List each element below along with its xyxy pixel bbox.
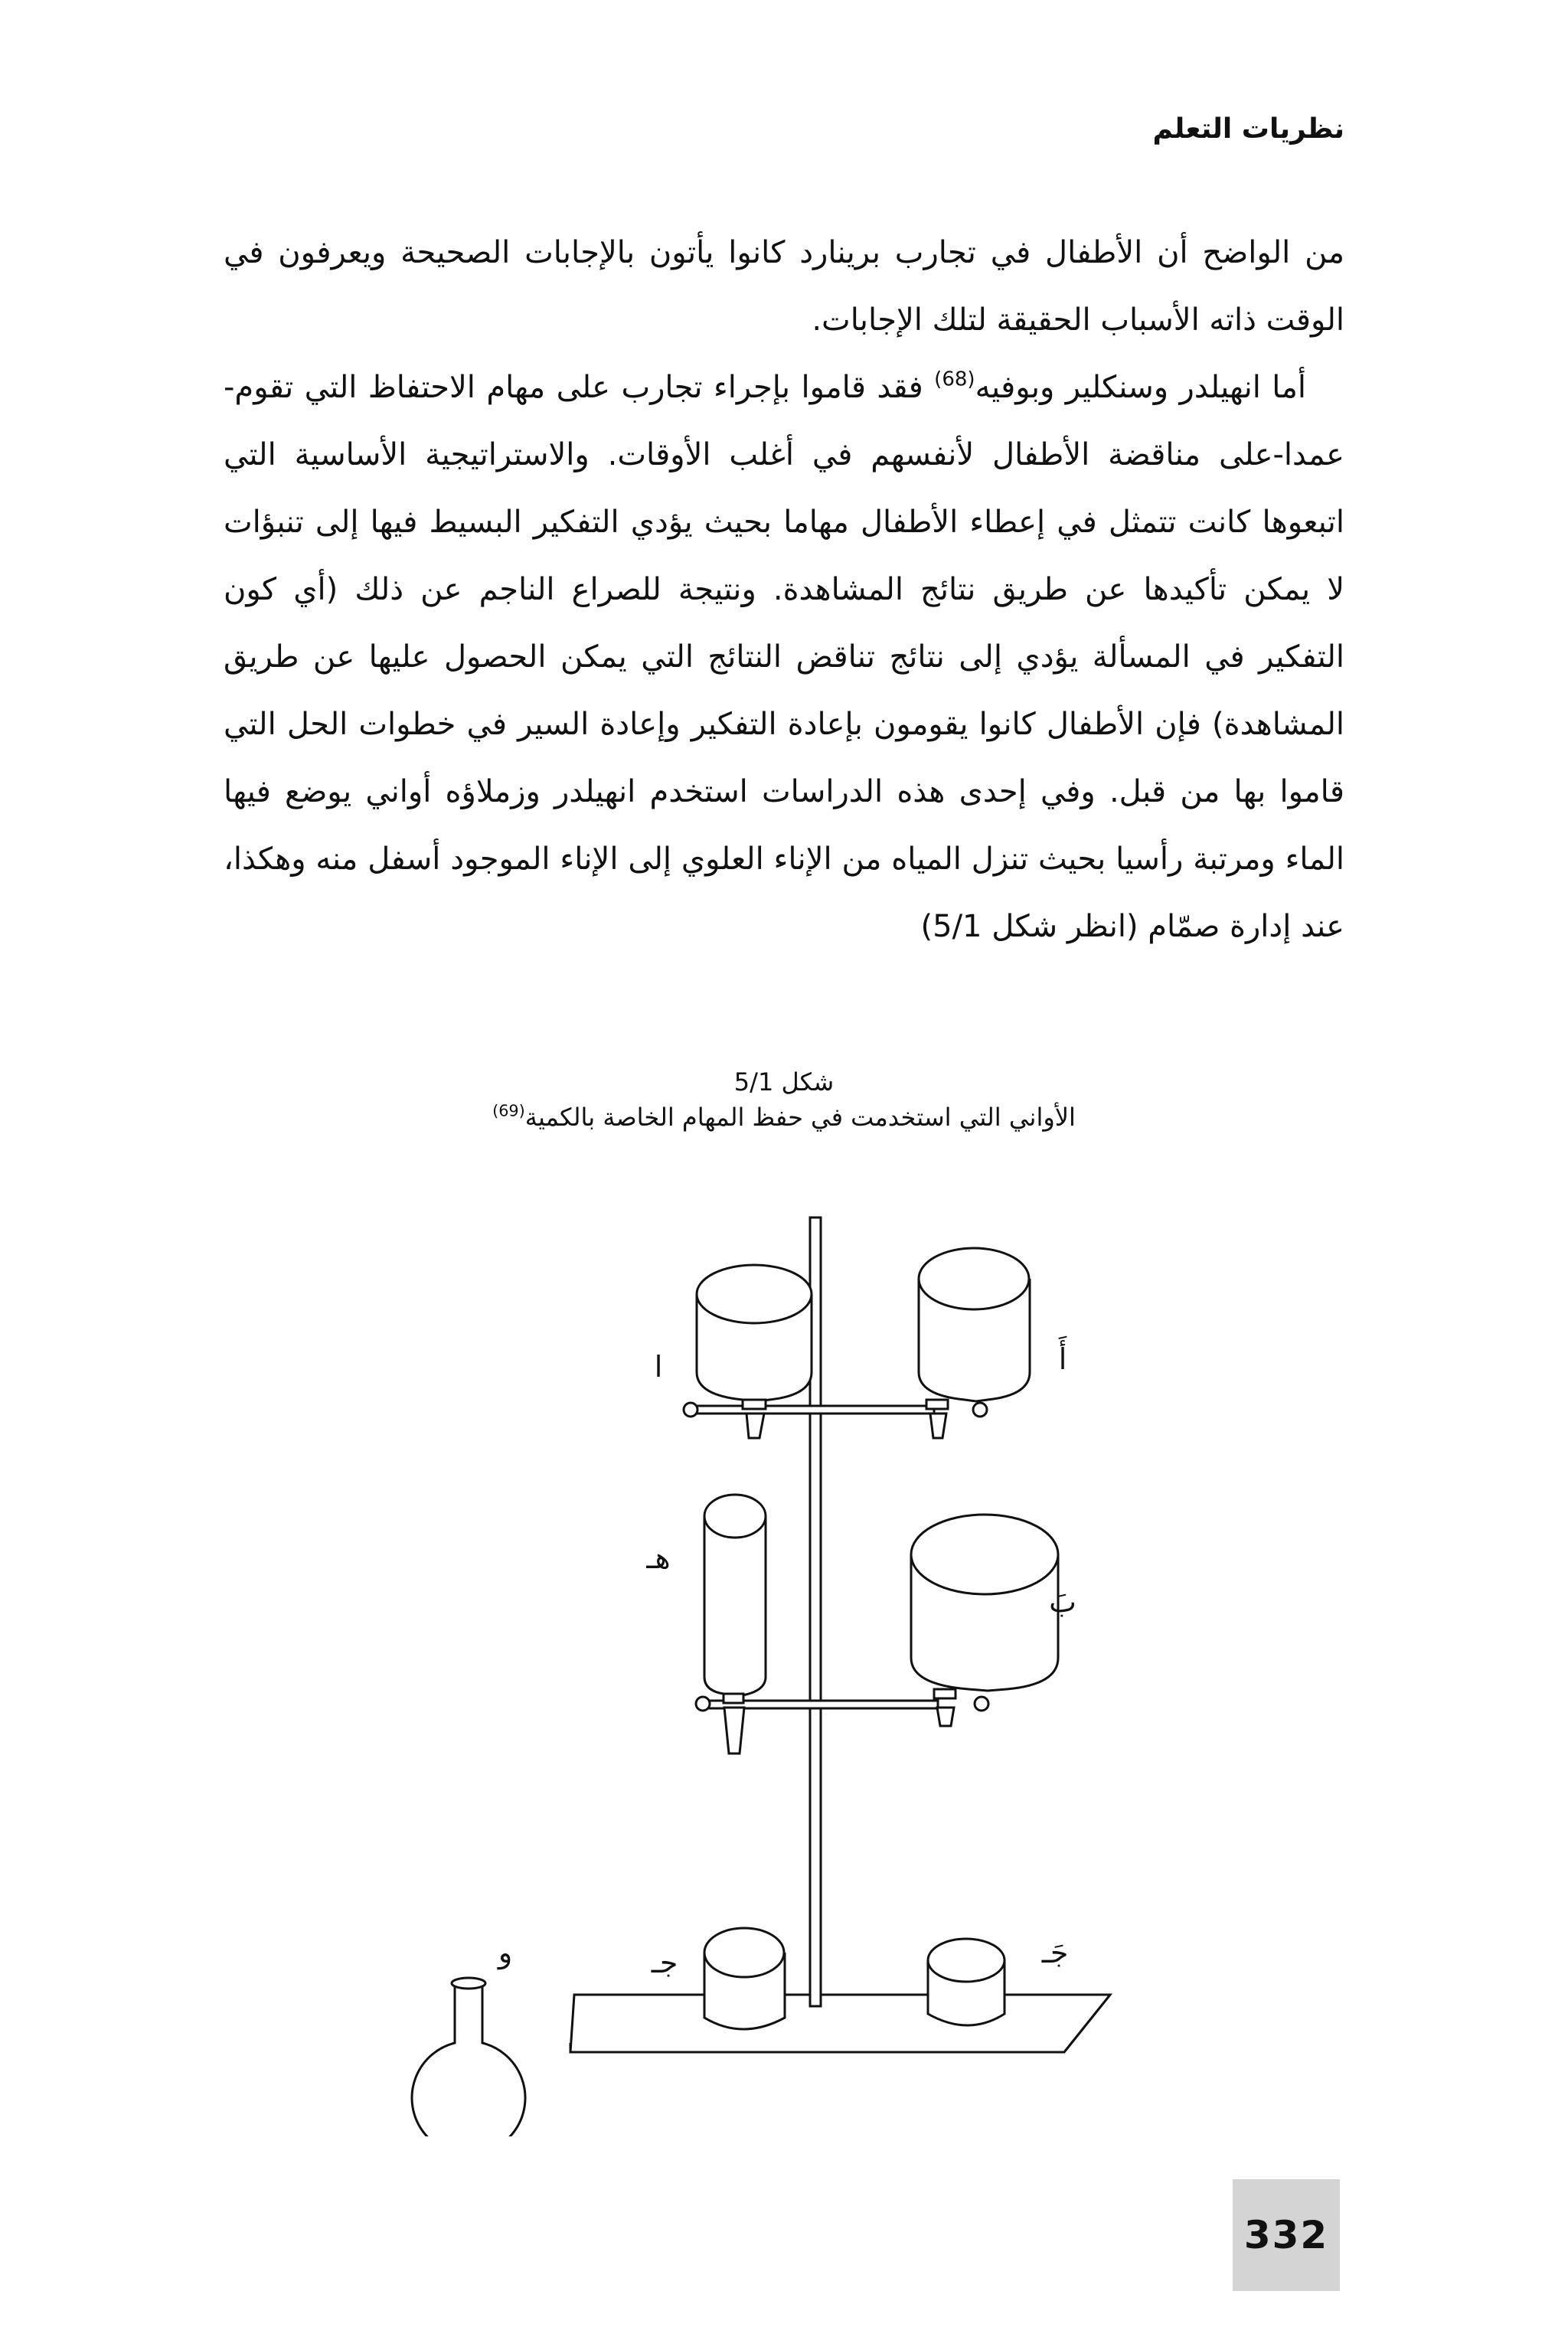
figure-title-line	[0, 1100, 1568, 1135]
figure-title: الأواني التي استخدمت في حفظ المهام الخاصة بالكمية	[524, 1103, 1076, 1132]
label-flask: و	[498, 1936, 513, 1969]
label-top-right: أَ	[1058, 1342, 1067, 1376]
paragraph-2-rest: فقد قاموا بإجراء تجارب على مهام الاحتفاظ التي تقوم-عمدا-على مناقضة الأطفال لأنفسهم في أغلب الأوقات. والاستراتيجية الأساسية التي اتبعوها كانت تتمثل في إعطاء الأطفال مهاما بحيث يؤدي التفكير البسيط فيها إلى تنبؤات لا يمكن تأكيدها عن طريق نتائج المشاهدة. ونتيجة للصراع الناجم عن ذلك (أي كون التفكير في المسألة يؤدي إلى نتائج تناقض النتائج التي يمكن الحصول عليها عن طريق المشاهدة) فإن الأطفال كانوا يقومون بإعادة التفكير وإعادة السير في خطوات الحل التي قاموا بها من قبل. وفي إحدى هذه الدراسات استخدم انهيلدر وزملاؤه أواني يوضع فيها الماء ومرتبة رأسيا بحيث تنزل المياه من الإناء العلوي إلى الإناء الموجود أسفل منه وهكذا، عند إدارة صمّام (انظر شكل 5/1)	[224, 370, 1344, 944]
apparatus-drawing	[383, 1195, 1148, 2136]
running-title: نظريات التعلم	[1152, 113, 1344, 145]
apparatus-figure	[383, 1195, 1148, 2136]
round-flask	[412, 1978, 525, 2136]
label-bottom-right: جَـ	[1041, 1936, 1069, 1969]
container-middle-right	[911, 1515, 1058, 1726]
paragraph-1: من الواضح أن الأطفال في تجارب برينارد كانوا يأتون بالإجابات الصحيحة ويعرفون في الوقت ذاته الأسباب الحقيقة لتلك الإجابات.	[224, 235, 1344, 338]
beaker-bottom-left	[704, 1928, 785, 2029]
top-left-valve	[684, 1403, 697, 1417]
paragraph-2	[224, 354, 1344, 960]
label-middle-right: بَ	[1049, 1585, 1076, 1619]
top-bar	[693, 1406, 934, 1414]
middle-right-valve	[975, 1697, 988, 1711]
container-middle-left	[704, 1495, 766, 1754]
figure-number: شكل 5/1	[733, 1067, 835, 1097]
stand-base	[570, 1995, 1110, 2052]
figure-caption	[0, 1064, 1568, 1135]
label-bottom-left: جـ	[651, 1946, 678, 1979]
label-middle-left: هـ	[646, 1541, 671, 1575]
middle-left-valve	[696, 1697, 710, 1711]
paragraph-2-start: أما انهيلدر وسنكلير وبوفيه	[975, 370, 1306, 405]
page-number: 332	[1233, 2179, 1340, 2291]
label-top-left: ا	[654, 1350, 663, 1384]
beaker-bottom-right	[928, 1939, 1004, 2025]
reference-69: (69)	[492, 1101, 525, 1120]
reference-68: (68)	[934, 368, 975, 391]
top-right-valve	[973, 1403, 987, 1417]
body-text	[224, 219, 1344, 960]
